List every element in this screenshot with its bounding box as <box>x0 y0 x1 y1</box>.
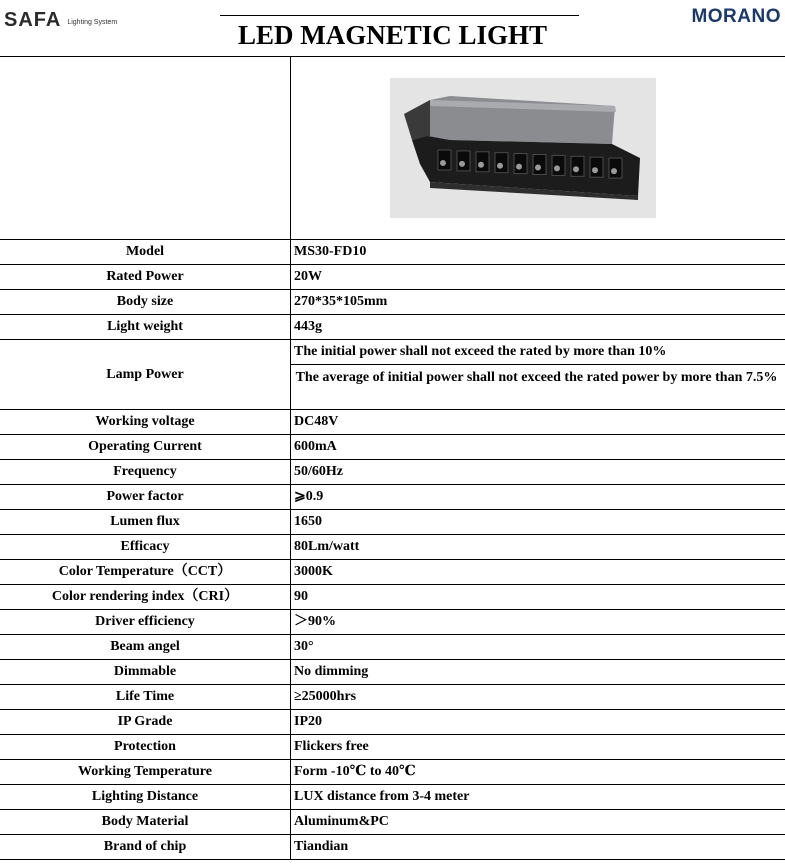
spec-value: Tiandian <box>291 834 785 859</box>
lens-cell <box>609 158 622 178</box>
spec-value: 80Lm/watt <box>291 534 785 559</box>
spec-label: Color Temperature（CCT） <box>0 559 291 584</box>
product-photo-graphic <box>390 78 656 218</box>
spec-value: 1650 <box>291 509 785 534</box>
spec-value: 600mA <box>291 434 785 459</box>
spec-row-protection <box>0 734 785 759</box>
spec-value: 3000K <box>291 559 785 584</box>
spec-value: The initial power shall not exceed the rated by more than 10% <box>291 339 785 364</box>
spec-value: Form -10℃ to 40℃ <box>291 759 785 784</box>
spec-value: DC48V <box>291 409 785 434</box>
spec-row-color-temperature <box>0 559 785 584</box>
spec-label: Operating Current <box>0 434 291 459</box>
spec-label: Beam angel <box>0 634 291 659</box>
spec-row-dimmable <box>0 659 785 684</box>
spec-row-lumen-flux <box>0 509 785 534</box>
spec-value: Flickers free <box>291 734 785 759</box>
spec-label: Lighting Distance <box>0 784 291 809</box>
spec-value: 20W <box>291 264 785 289</box>
spec-value: ⩾0.9 <box>291 484 785 509</box>
lens-cell <box>514 153 527 173</box>
title-rule <box>220 15 579 16</box>
lens-cell <box>590 157 603 177</box>
spec-label: Dimmable <box>0 659 291 684</box>
spec-label: Power factor <box>0 484 291 509</box>
spec-value: IP20 <box>291 709 785 734</box>
spec-label: Working voltage <box>0 409 291 434</box>
spec-row-ip-grade <box>0 709 785 734</box>
spec-row-frequency <box>0 459 785 484</box>
spec-value: 90 <box>291 584 785 609</box>
led-chip <box>478 162 484 168</box>
spec-row-beam-angel <box>0 634 785 659</box>
led-chip <box>592 167 598 173</box>
spec-label: Frequency <box>0 459 291 484</box>
led-chip <box>554 165 560 171</box>
spec-label: Color rendering index（CRI） <box>0 584 291 609</box>
lens-cell <box>571 156 584 176</box>
spec-row-lighting-distance <box>0 784 785 809</box>
spec-value: LUX distance from 3-4 meter <box>291 784 785 809</box>
page-title: LED MAGNETIC LIGHT <box>237 20 548 50</box>
image-row-photo-cell <box>291 57 785 239</box>
morano-logo: MORANO <box>691 6 781 27</box>
spec-value: 30° <box>291 634 785 659</box>
image-row <box>0 57 785 239</box>
spec-row-working-temperature <box>0 759 785 784</box>
safa-logo-subtitle: Lighting System <box>67 19 118 26</box>
spec-label: Working Temperature <box>0 759 291 784</box>
safa-logo-text: SAFA <box>4 9 62 31</box>
spec-row-model <box>0 239 785 264</box>
spec-value: 50/60Hz <box>291 459 785 484</box>
spec-label: Model <box>0 239 291 264</box>
led-chip <box>516 163 522 169</box>
spec-label: Lamp Power <box>0 339 291 409</box>
led-chip <box>535 164 541 170</box>
spec-label: IP Grade <box>0 709 291 734</box>
spec-row-body-size <box>0 289 785 314</box>
spec-label: Lumen flux <box>0 509 291 534</box>
spec-value: No dimming <box>291 659 785 684</box>
image-row-label-cell <box>0 57 291 239</box>
spec-value: 443g <box>291 314 785 339</box>
spec-label: Life Time <box>0 684 291 709</box>
magnetic-track-light-photo-icon <box>390 78 656 218</box>
spec-row-body-material <box>0 809 785 834</box>
spec-table <box>0 57 785 860</box>
led-chip <box>440 160 446 166</box>
lens-cell <box>533 154 546 174</box>
spec-value: ＞90% <box>291 609 785 634</box>
spec-row-efficacy <box>0 534 785 559</box>
spec-sheet <box>0 56 785 860</box>
spec-row-brand-of-chip <box>0 834 785 859</box>
spec-row-lamp-power <box>0 339 785 364</box>
led-chip <box>459 161 465 167</box>
spec-value: Aluminum&PC <box>291 809 785 834</box>
spec-label: Rated Power <box>0 264 291 289</box>
spec-value: 270*35*105mm <box>291 289 785 314</box>
spec-row-life-time <box>0 684 785 709</box>
lens-cell <box>552 155 565 175</box>
spec-row-driver-efficiency <box>0 609 785 634</box>
lens-cell <box>476 152 489 172</box>
spec-row-operating-current <box>0 434 785 459</box>
spec-value: MS30-FD10 <box>291 239 785 264</box>
lens-cell <box>438 150 451 170</box>
spec-value: The average of initial power shall not exceed the rated power by more than 7.5% <box>291 364 785 409</box>
spec-label: Body size <box>0 289 291 314</box>
spec-row-color-rendering-index <box>0 584 785 609</box>
led-chip <box>497 162 503 168</box>
spec-label: Brand of chip <box>0 834 291 859</box>
lens-cell <box>457 151 470 171</box>
spec-row-rated-power <box>0 264 785 289</box>
spec-row-light-weight <box>0 314 785 339</box>
led-chip <box>573 166 579 172</box>
lens-cell <box>495 152 508 172</box>
spec-label: Protection <box>0 734 291 759</box>
led-chip <box>611 168 617 174</box>
spec-label: Efficacy <box>0 534 291 559</box>
spec-row-power-factor <box>0 484 785 509</box>
spec-row-working-voltage <box>0 409 785 434</box>
spec-label: Light weight <box>0 314 291 339</box>
spec-value: ≥25000hrs <box>291 684 785 709</box>
spec-label: Body Material <box>0 809 291 834</box>
spec-label: Driver efficiency <box>0 609 291 634</box>
